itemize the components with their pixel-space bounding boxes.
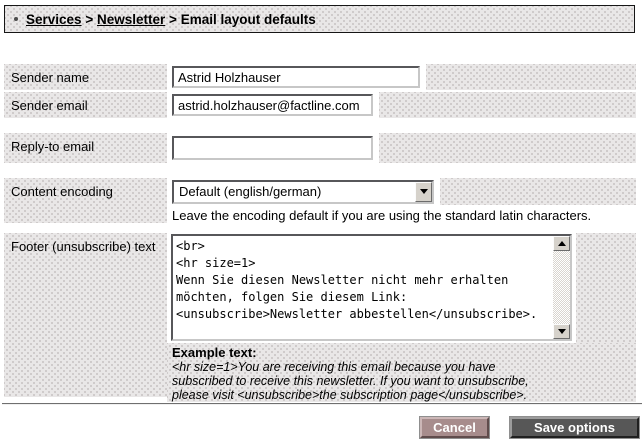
reply-to-label: Reply-to email — [4, 133, 167, 163]
footer-text-row — [4, 233, 636, 402]
arrow-down-icon — [558, 329, 566, 334]
row-filler — [426, 64, 636, 90]
example-text-heading: Example text: — [172, 345, 257, 360]
save-options-button[interactable]: Save options — [510, 417, 639, 438]
row-filler — [379, 133, 636, 163]
breadcrumb-separator: > — [85, 11, 94, 27]
arrow-up-icon — [558, 241, 566, 246]
sender-name-row — [4, 64, 636, 90]
reply-to-input[interactable] — [172, 136, 373, 160]
example-text-block — [167, 343, 636, 402]
example-text-line: please visit <unsubscribe>the subscription page</unsubscribe>. — [172, 388, 528, 402]
breadcrumb-link-newsletter[interactable]: Newsletter — [96, 11, 166, 27]
sender-email-row — [4, 92, 636, 118]
row-filler — [379, 92, 636, 118]
sender-name-input[interactable] — [172, 66, 420, 88]
footer-text-label: Footer (unsubscribe) text — [4, 233, 167, 397]
select-value: Default (english/german) — [179, 184, 322, 199]
content-encoding-select[interactable] — [172, 180, 434, 204]
row-filler — [440, 178, 636, 205]
cancel-button[interactable]: Cancel — [420, 417, 489, 438]
breadcrumb — [4, 5, 635, 33]
example-text-line: subscribed to receive this newsletter. If you want to unsubscribe, — [172, 374, 529, 388]
sender-email-label: Sender email — [4, 92, 167, 118]
encoding-note: Leave the encoding default if you are using the standard latin characters. — [167, 205, 636, 223]
example-text-line: <hr size=1>You are receiving this email because you have — [172, 360, 496, 374]
textarea-scrollbar[interactable] — [553, 236, 570, 339]
reply-to-row — [4, 133, 636, 163]
breadcrumb-link-services[interactable]: Services — [26, 11, 82, 27]
select-dropdown-button[interactable] — [415, 182, 432, 202]
scrollbar-up-button[interactable] — [553, 236, 570, 251]
sender-name-label: Sender name — [4, 64, 167, 90]
content-encoding-row — [4, 178, 636, 223]
content-encoding-label: Content encoding — [4, 178, 167, 223]
footer-textarea-frame — [171, 234, 572, 341]
scrollbar-down-button[interactable] — [553, 324, 570, 339]
chevron-down-icon — [420, 189, 428, 194]
footer-textarea[interactable] — [173, 236, 553, 339]
page-title: Email layout defaults — [180, 11, 316, 27]
row-filler — [576, 233, 636, 343]
bullet-circle-icon — [14, 17, 18, 21]
sender-email-input[interactable] — [172, 94, 373, 116]
divider — [2, 403, 642, 405]
breadcrumb-separator: > — [169, 11, 177, 27]
